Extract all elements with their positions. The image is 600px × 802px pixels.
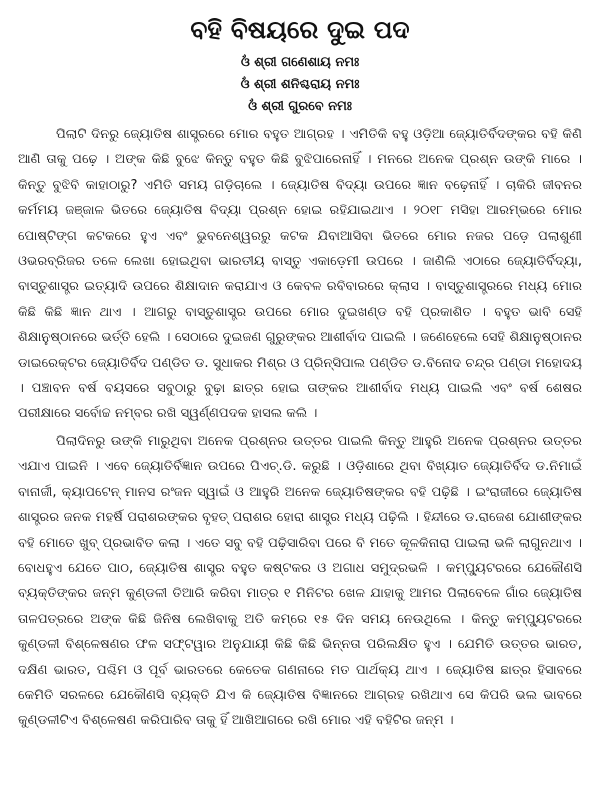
paragraph-1: ପିଲାଟି ଦିନରୁ ଜ୍ୟୋତିଷ ଶାସ୍ତ୍ରରେ ମୋର ବହୁତ ଆଗ୍ରହ । ଏମିତିକି ବହୁ ଓଡ଼ିଆ ଜ୍ୟୋତିର୍ବିଦଙ୍କର ବହି କିଣି ଆଣି ତାକୁ ପଢ଼େ । ଅଙ୍କ କିଛି ବୁଝେ କିନ୍ତୁ ବହୁତ କିଛି ବୁଝିପାରେନାହିଁ । ମନରେ ଅନେକ ପ୍ରଶ୍ନ ଉଙ୍କି ମାରେ । କିନ୍ତୁ ବୁଝିବି କାହାଠାରୁ? ଏମିତି ସମୟ ଗଡ଼ିଚାଲେ । ଜ୍ୟୋତିଷ ବିଦ୍ୟା ଉପରେ ଜ୍ଞାନ ବଢ଼େନାହିଁ । ଚାକିରି ଜୀବନର କର୍ମମୟ ଜଞ୍ଜାଳ ଭିତରେ ଜ୍ୟୋତିଷ ବିଦ୍ୟା ପ୍ରଶ୍ନ ହୋଇ ରହିଯାଇଥାଏ । ୨୦୧୮ ମସିହା ଆରମ୍ଭରେ ମୋର ପୋଷ୍ଟିଙ୍ଗ କଟକରେ ହୁଏ ଏବଂ ଭୁବନେଶ୍ୱରରୁ କଟକ ଯିବାଆସିବା ଭିତରେ ମୋର ନଜର ପଡ଼େ ପଲାଶୁଣୀ ଓଭରବ୍ରିଜର ତଳେ ଲେଖା ହୋଇଥିବା ଭାରତୀୟ ବାସ୍ତୁ ଏକାଡ଼େମୀ ଉପରେ । ଜାଣିଲି ଏଠାରେ ଜ୍ୟୋତିର୍ବିଦ୍ୟା, ବାସ୍ତୁଶାସ୍ତ୍ର ଇତ୍ୟାଦି ଉପରେ ଶିକ୍ଷାଦାନ କରାଯାଏ ଓ କେବଳ ରବିବାରରେ କ୍ଲାସ । ବାସ୍ତୁଶାସ୍ତ୍ରରେ ମଧ୍ୟ ମୋର କିଛି କିଛି ଜ୍ଞାନ ଥାଏ । ଆଗରୁ ବାସ୍ତୁଶାସ୍ତ୍ର ଉପରେ ମୋର ଦୁଇଖଣ୍ଡ ବହି ପ୍ରକାଶିତ । ବହୁତ ଭାବି ସେହି ଶିକ୍ଷାନୁଷ୍ଠାନରେ ଭର୍ତ୍ତି ହେଲି । ସେଠାରେ ଦୁଇଜଣ ଗୁରୁଙ୍କର ଆଶୀର୍ବାଦ ପାଇଲି । ଜଣେହେଲେ ସେହି ଶିକ୍ଷାନୁଷ୍ଠାନର ଡାଇରେକ୍ଟର ଜ୍ୟୋତିର୍ବିଦ ପଣ୍ଡିତ ଡ. ସୁଧାକର ମିଶ୍ର ଓ ପ୍ରିନ୍‌ସିପାଲ ପଣ୍ଡିତ ଡ.ବିନୋଦ ଚନ୍ଦ୍ର ପଣ୍ଡା ମହୋଦୟ । ପଞ୍ଚାବନ ବର୍ଷ ବୟସରେ ସବୁଠାରୁ ବୁଢ଼ା ଛାତ୍ର ହୋଇ ତାଙ୍କର ଆଶୀର୍ବାଦ ମଧ୍ୟ ପାଇଲି ଏବଂ ବର୍ଷ ଶେଷର ପରୀକ୍ଷାରେ ସର୍ବୋଚ୍ଚ ନମ୍ବର ରଖି ସ୍ୱର୍ଣ୍ଣପଦକ ହାସଲ କଲି । — [18, 127, 582, 422]
body-text — [18, 122, 582, 734]
invocation-shanischara: ଓଁ ଶ୍ରୀ ଶନିଶ୍ଚରାୟ ନମଃ — [240, 77, 360, 92]
invocation-ganesha: ଓଁ ଶ୍ରୀ ଗଣେଶାୟ ନମଃ — [240, 55, 360, 70]
page-title: ବହି ବିଷୟରେ ଦୁଇ ପଦ — [190, 15, 410, 44]
paragraph-2: ପିଲାଦିନରୁ ଉଙ୍କି ମାରୁଥିବା ଅନେକ ପ୍ରଶ୍ନର ଉତ୍ତର ପାଇଲି କିନ୍ତୁ ଆହୁରି ଅନେକ ପ୍ରଶ୍ନର ଉତ୍ତର ଏଯାଏ ପାଇନି । ଏବେ ଜ୍ୟୋତିର୍ବିଜ୍ଞାନ ଉପରେ ପିଏଚ୍.ଡି. କରୁଛି । ଓଡ଼ିଶାରେ ଥିବା ବିଖ୍ୟାତ ଜ୍ୟୋତିର୍ବିଦ ଡ.ନିମାଇଁ ବାନାର୍ଜୀ, କ୍ୟାପଟେନ୍ ମାନସ ରଂଜନ ସ୍ୱାଇଁ ଓ ଆହୁରି ଅନେକ ଜ୍ୟୋତିଷଙ୍କର ବହି ପଢ଼ିଛି । ଇଂରାଜୀରେ ଜ୍ୟୋତିଷ ଶାସ୍ତ୍ରର ଜନକ ମହର୍ଷି ପରାଶରଙ୍କର ବୃହତ୍ ପରାଶର ହୋରା ଶାସ୍ତ୍ର ମଧ୍ୟ ପଢ଼ିଲି । ହିନ୍ଦୀରେ ଡ.ରାଜେଶ ଯୋଶୀଙ୍କର ବହି ମୋତେ ଖୁବ୍ ପ୍ରଭାବିତ କଲା । ଏତେ ସବୁ ବହି ପଢ଼ିସାରିବା ପରେ ବି ମତେ କୂଳକିନାରା ପାଇଲା ଭଳି ଲାଗୁନଥାଏ । ବୋଧହୁଏ ଯେତେ ପାଠ, ଜ୍ୟୋତିଷ ଶାସ୍ତ୍ର ବହୁତ କଷ୍ଟକର ଓ ଅଗାଧ ସମୁଦ୍ରଭଳି । କମ୍ପ୍ୟୁଟରରେ ଯେକୌଣସି ବ୍ୟକ୍ତିଙ୍କର ଜନ୍ମ କୁଣ୍ଡଳୀ ତିଆରି କରିବା ମାତ୍ର ୧ ମିନିଟର ଖେଳ ଯାହାକୁ ଆମର ପିଲାବେଳେ ଗାଁର ଜ୍ୟୋତିଷ ତାଳପତ୍ରରେ ଅଙ୍କ କିଛି ଜିନିଷ ଲେଖିବାକୁ ଅତି କମ୍‌ରେ ୧୫ ଦିନ ସମୟ ନେଉଥିଲେ । କିନ୍ତୁ କମ୍ପ୍ୟୁଟରରେ କୁଣ୍ଡଳୀ ବିଶ୍ଳେଷଣର ଫଳ ସଫ୍ଟୱାର ଅନୁଯାୟୀ କିଛି କିଛି ଭିନ୍ନତା ପରିଲକ୍ଷିତ ହୁଏ । ଯେମିତି ଉତ୍ତର ଭାରତ, ଦକ୍ଷିଣ ଭାରତ, ପଶ୍ଚିମ ଓ ପୂର୍ବ ଭାରତରେ କେତେକ ଗଣନାରେ ମତ ପାର୍ଥକ୍ୟ ଥାଏ । ଜ୍ୟୋତିଷ ଛାତ୍ର ହିସାବରେ କେମିତି ସରଳରେ ଯେକୌଣସି ବ୍ୟକ୍ତି ଯିଏ କି ଜ୍ୟୋତିଷ ବିଜ୍ଞାନରେ ଆଗ୍ରହ ରଖିଥାଏ ସେ କିପରି ଭଲ ଭାବରେ କୁଣ୍ଡଳୀଟିଏ ବିଶ୍ଳେଷଣ କରିପାରିବ ତାକୁ ହିଁ ଆଖିଆଗରେ ରଖି ମୋର ଏହି ବହିଟିର ଜନ୍ମ । — [18, 433, 582, 729]
invocation-guru: ଓଁ ଶ୍ରୀ ଗୁରବେ ନମଃ — [248, 99, 352, 114]
